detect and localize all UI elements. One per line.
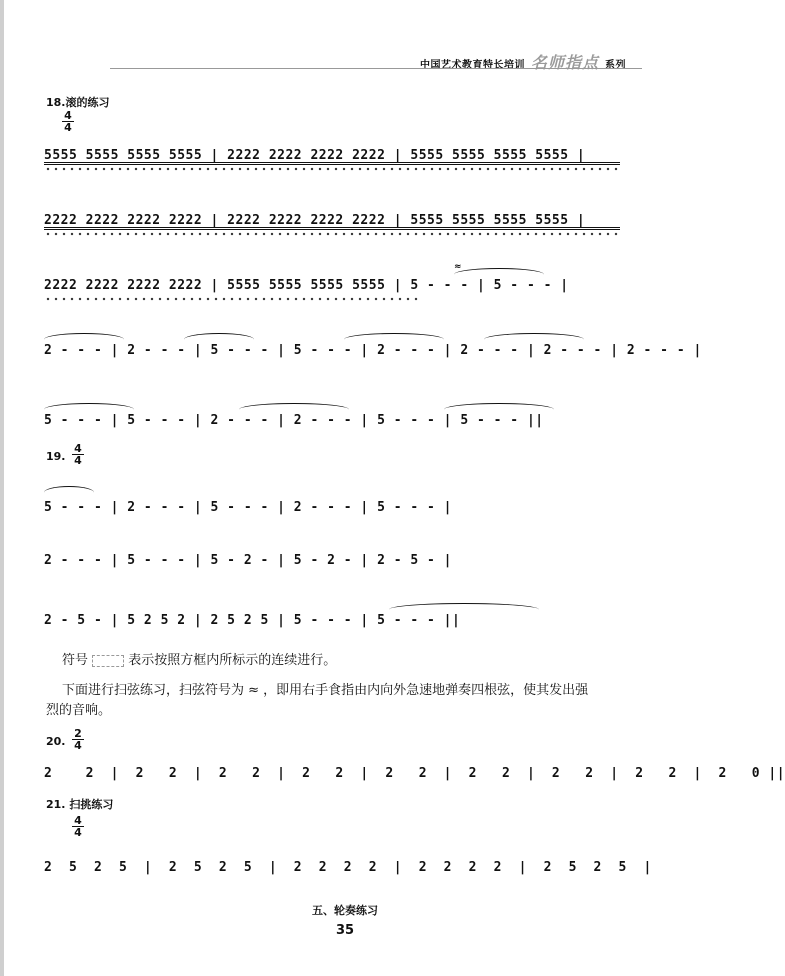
ex18-staff-row-5	[44, 405, 620, 445]
ex18-staff-row-4	[44, 335, 702, 375]
notation-text: 5555 5555 5555 5555 | 2222 2222 2222 2222 | 5555 5555 5555 5555 |	[44, 148, 586, 163]
notation-text: 5 - - - | 5 - - - | 2 - - - | 2 - - - | 5 - - - | 5 - - - ||	[44, 413, 544, 428]
header-rule	[110, 68, 642, 69]
time-sig-numerator: 4	[72, 815, 84, 827]
brand-logo: 名师指点	[530, 53, 599, 72]
exercise-19-title: 19.	[46, 450, 66, 463]
ex18-staff-row-3	[44, 262, 620, 310]
exercise-18-title: 18.滚的练习	[46, 96, 110, 109]
beam-line	[44, 229, 620, 230]
notation-text: 2 - - - | 2 - - - | 5 - - - | 5 - - - | 2 - - - | 2 - - - | 2 - - - | 2 - - - |	[44, 343, 702, 358]
notation-text: 2 - 5 - | 5 2 5 2 | 2 5 2 5 | 5 - - - | 5 - - - ||	[44, 613, 461, 628]
notation-text: 2 2 | 2 2 | 2 2 | 2 2 | 2 2 | 2 2 | 2 2 | 2 2 | 2 0 ||	[44, 766, 785, 781]
beam-line	[44, 162, 620, 163]
symbol-description: 表示按照方框内所标示的连续进行。	[128, 653, 337, 668]
section-footer: 五、轮奏练习	[312, 904, 378, 917]
time-sig-denominator: 4	[74, 454, 82, 467]
strum-intro-line-1: 下面进行扫弦练习，扫弦符号为 ≈ ，即用右手食指由内向外急速地弹奏四根弦，使其发出强	[62, 683, 589, 698]
series-label: 系列	[605, 60, 626, 71]
ex19-staff-row-1	[44, 492, 620, 532]
time-sig-numerator: 4	[62, 110, 74, 122]
tie-arc	[44, 486, 94, 499]
symbol-label: 符号	[62, 653, 89, 668]
exercise-19-time-signature	[72, 443, 84, 466]
notation-text: 2222 2222 2222 2222 | 2222 2222 2222 2222 | 5555 5555 5555 5555 |	[44, 213, 586, 228]
tremolo-mark: ≈	[454, 262, 462, 272]
exercise-21-time-signature	[72, 815, 84, 838]
bracket-box-icon	[92, 655, 124, 667]
ex18-staff-row-2	[44, 205, 620, 245]
octave-dots	[44, 296, 420, 302]
page-number: 35	[335, 923, 355, 938]
ex20-staff-row-1	[44, 758, 785, 798]
page-edge	[0, 0, 4, 976]
running-header	[420, 50, 626, 73]
exercise-21-title: 21. 扫挑练习	[46, 798, 114, 811]
ex18-staff-row-1	[44, 140, 620, 180]
exercise-18-time-signature	[62, 110, 74, 133]
notation-text: 2 - - - | 5 - - - | 5 - 2 - | 5 - 2 - | 2 - 5 - |	[44, 553, 453, 568]
notation-text: 2 5 2 5 | 2 5 2 5 | 2 2 2 2 | 2 2 2 2 | 2 5 2 5 |	[44, 860, 652, 875]
time-sig-denominator: 4	[64, 121, 72, 134]
notation-text: 5 - - - | 2 - - - | 5 - - - | 2 - - - | 5 - - - |	[44, 500, 453, 515]
time-sig-denominator: 4	[74, 826, 82, 839]
ex19-staff-row-3	[44, 605, 620, 645]
book-title: 中国艺术教育特长培训	[419, 60, 525, 71]
exercise-20-time-signature	[72, 728, 84, 751]
time-sig-denominator: 4	[74, 739, 82, 752]
strum-intro-line-2: 烈的音响。	[46, 703, 112, 718]
ex19-staff-row-2	[44, 545, 620, 585]
octave-dots	[44, 166, 620, 172]
ex21-staff-row-1	[44, 852, 652, 892]
exercise-20-title: 20.	[46, 735, 66, 748]
notation-text: 2222 2222 2222 2222 | 5555 5555 5555 5555 | 5 - - - | 5 - - - |	[44, 278, 569, 293]
beam-line	[44, 164, 620, 165]
beam-line	[44, 227, 620, 228]
time-sig-numerator: 4	[72, 443, 84, 455]
octave-dots	[44, 231, 620, 237]
time-sig-numerator: 2	[72, 728, 84, 740]
symbol-explanation	[62, 650, 630, 672]
